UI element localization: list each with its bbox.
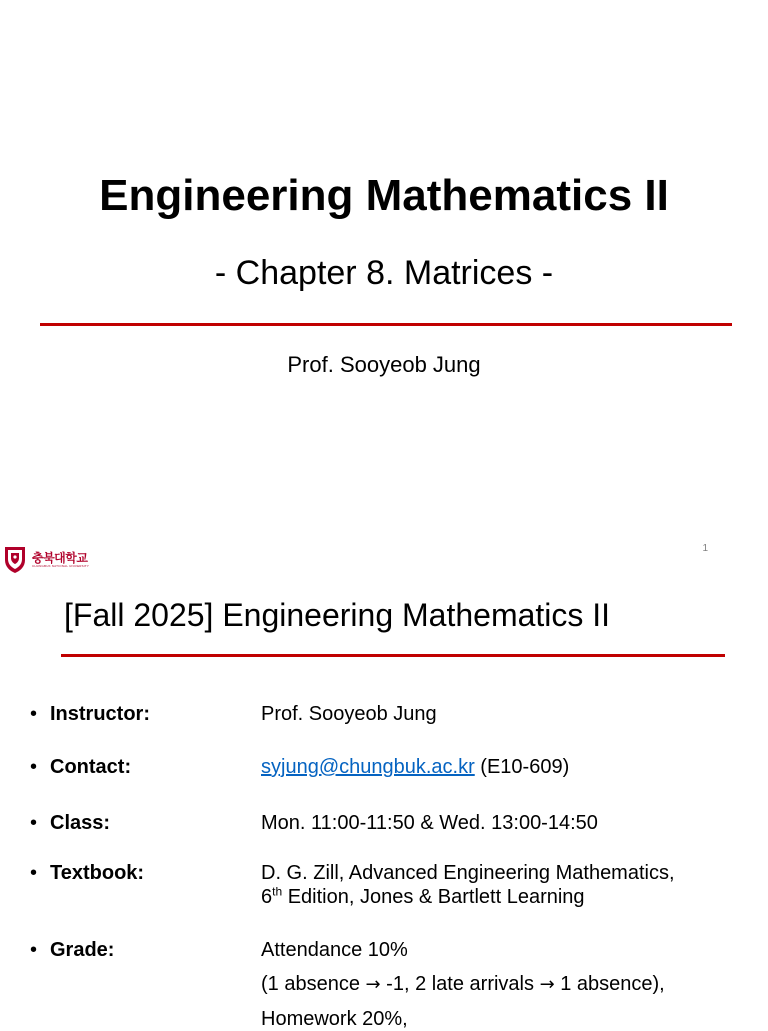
instructor-label: Instructor: bbox=[50, 703, 150, 725]
logo-subtitle: CHUNGBUK NATIONAL UNIVERSITY bbox=[32, 563, 90, 568]
page-number: 1 bbox=[702, 543, 708, 554]
syllabus-slide bbox=[0, 540, 768, 1030]
university-logo bbox=[2, 543, 89, 577]
email-link[interactable]: syjung@chungbuk.ac.kr bbox=[261, 756, 475, 778]
arrow-icon: → bbox=[539, 974, 555, 995]
bullet-icon: • bbox=[30, 703, 38, 725]
syllabus-divider bbox=[61, 654, 725, 657]
bullet-icon: • bbox=[30, 756, 38, 778]
textbook-value bbox=[261, 861, 741, 909]
grade-line-3: Homework 20%, bbox=[261, 1008, 408, 1030]
class-label: Class: bbox=[50, 812, 111, 834]
textbook-line-2: 6th Edition, Jones & Bartlett Learning bbox=[261, 884, 585, 908]
course-title: Engineering Mathematics II bbox=[99, 171, 669, 220]
instructor-value: Prof. Sooyeob Jung bbox=[261, 703, 437, 725]
logo-name: 충북대학교 bbox=[32, 550, 88, 565]
grade-label: Grade: bbox=[50, 939, 115, 961]
textbook-line-1: D. G. Zill, Advanced Engineering Mathematics, bbox=[261, 862, 675, 884]
bullet-icon: • bbox=[30, 939, 38, 961]
arrow-icon: → bbox=[365, 974, 381, 995]
chapter-subtitle: - Chapter 8. Matrices - bbox=[214, 254, 554, 292]
bullet-icon: • bbox=[30, 812, 38, 834]
bullet-icon: • bbox=[30, 862, 38, 884]
class-value: Mon. 11:00-11:50 & Wed. 13:00-14:50 bbox=[261, 812, 598, 834]
textbook-label: Textbook: bbox=[50, 862, 145, 884]
grade-value bbox=[261, 938, 741, 1031]
grade-line-2: (1 absence → -1, 2 late arrivals → 1 absence), bbox=[261, 973, 665, 995]
contact-value bbox=[261, 755, 741, 779]
shield-icon bbox=[2, 545, 28, 575]
grade-line-1: Attendance 10% bbox=[261, 939, 408, 961]
title-divider bbox=[40, 323, 732, 326]
author-name: Prof. Sooyeob Jung bbox=[287, 352, 481, 377]
contact-label: Contact: bbox=[50, 756, 132, 778]
syllabus-title: [Fall 2025] Engineering Mathematics II bbox=[64, 597, 611, 633]
office-room: (E10-609) bbox=[474, 756, 570, 778]
